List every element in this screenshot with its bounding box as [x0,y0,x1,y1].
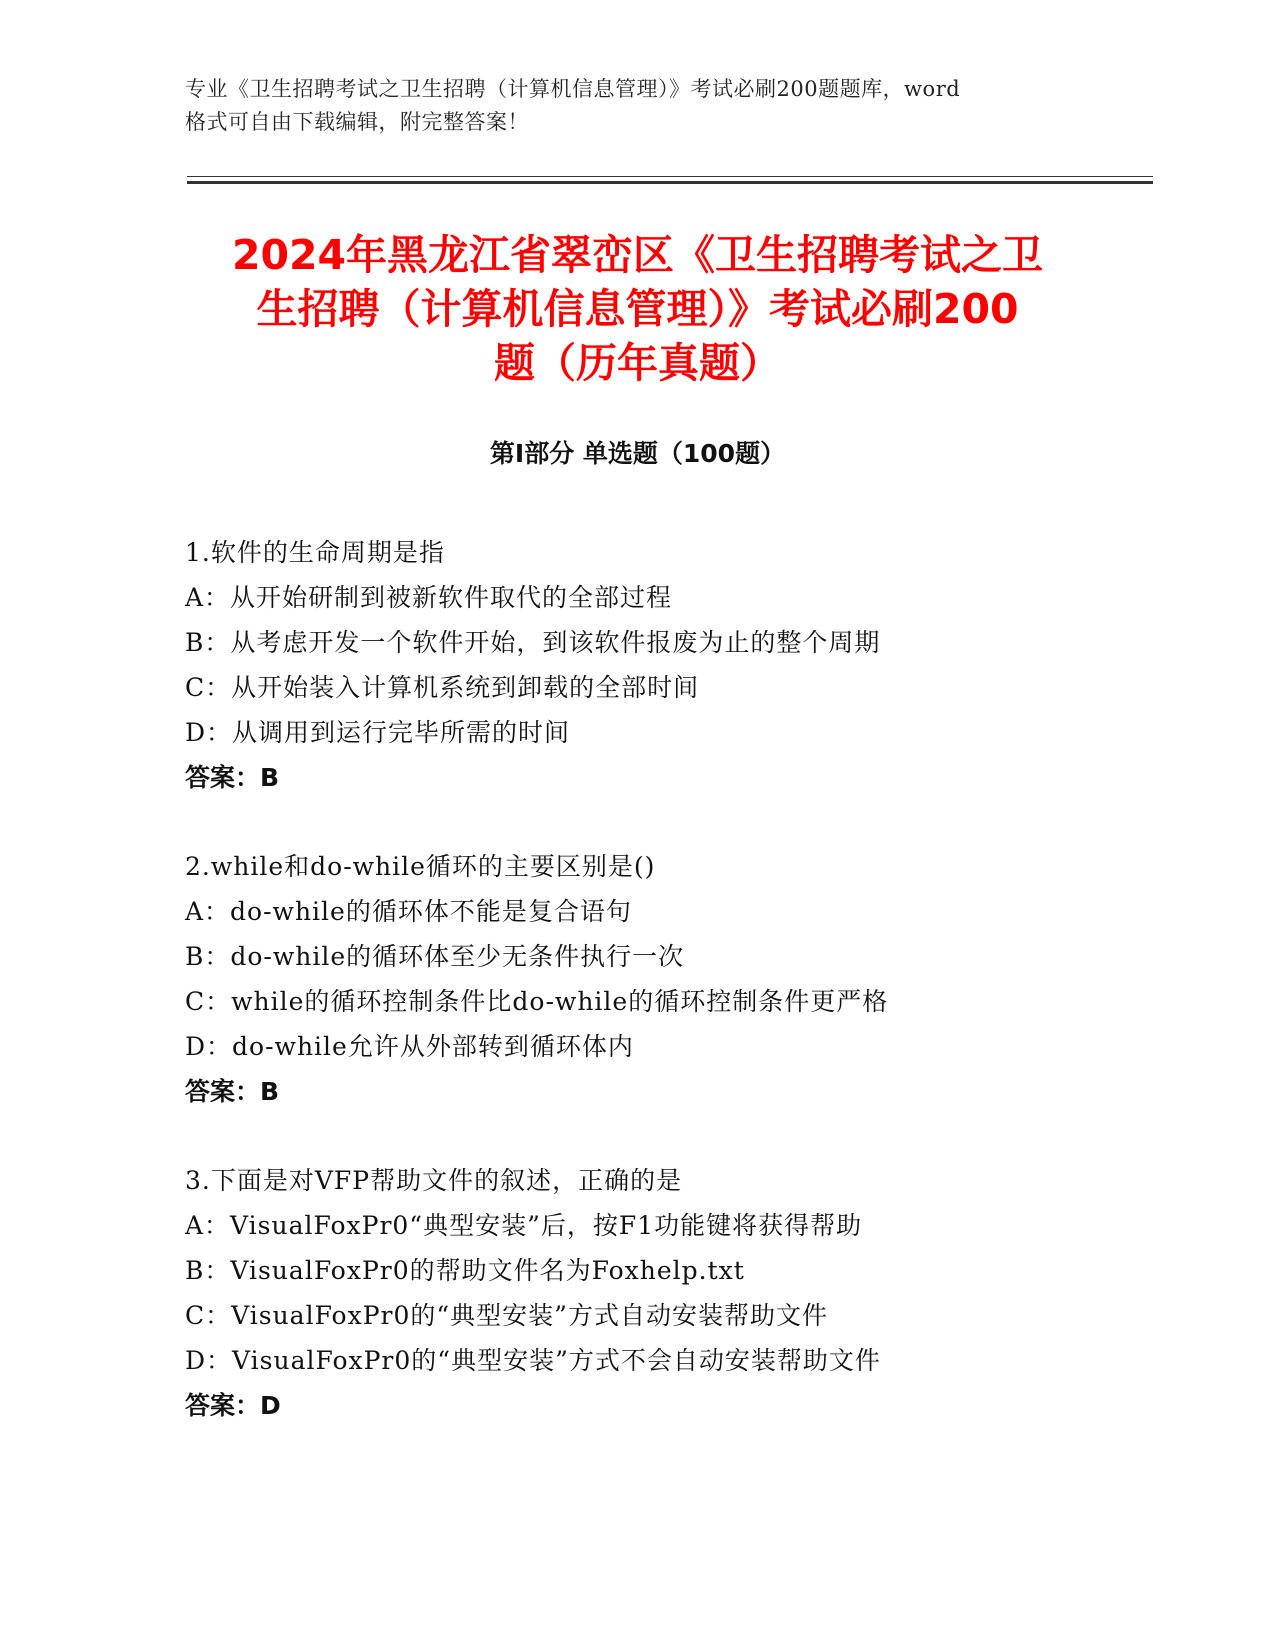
header-divider-thin [187,176,1153,177]
option-c: C：从开始装入计算机系统到卸载的全部时间 [185,673,700,702]
document-title-line-2: 生招聘（计算机信息管理）》考试必刷200 [256,285,1019,333]
option-d: D：do-while允许从外部转到循环体内 [185,1032,634,1061]
header-note-line-1: 专业《卫生招聘考试之卫生招聘（计算机信息管理）》考试必刷200题题库，word [185,77,961,101]
header-note [185,73,1085,139]
option-d: D：从调用到运行完毕所需的时间 [185,718,571,747]
option-a: A：VisualFoxPr0“典型安装”后，按F1功能键将获得帮助 [185,1211,863,1240]
option-b: B：do-while的循环体至少无条件执行一次 [185,942,685,971]
question-stem: 3.下面是对VFP帮助文件的叙述，正确的是 [185,1166,683,1195]
option-c: C：while的循环控制条件比do-while的循环控制条件更严格 [185,987,889,1016]
option-d: D：VisualFoxPr0的“典型安装”方式不会自动安装帮助文件 [185,1346,881,1375]
document-title-line-3: 题（历年真题） [494,339,781,387]
option-a: A：从开始研制到被新软件取代的全部过程 [185,583,673,612]
option-b: B：从考虑开发一个软件开始，到该软件报废为止的整个周期 [185,628,881,657]
answer: 答案：B [185,1077,280,1106]
option-b: B：VisualFoxPr0的帮助文件名为Foxhelp.txt [185,1256,745,1285]
section-title: 第Ⅰ部分 单选题（100题） [489,439,786,468]
answer: 答案：B [185,763,280,792]
option-c: C：VisualFoxPr0的“典型安装”方式自动安装帮助文件 [185,1301,828,1330]
answer: 答案：D [185,1391,281,1420]
document-title-line-1: 2024年黑龙江省翠峦区《卫生招聘考试之卫 [231,231,1044,279]
question-list [185,530,1145,1472]
question-3 [185,1158,1145,1428]
question-2 [185,844,1145,1114]
option-a: A：do-while的循环体不能是复合语句 [185,897,632,926]
document-title [185,228,1090,390]
question-stem: 2.while和do-while循环的主要区别是() [185,852,656,881]
header-note-line-2: 格式可自由下载编辑，附完整答案！ [185,110,529,134]
question-1 [185,530,1145,800]
question-stem: 1.软件的生命周期是指 [185,538,445,567]
header-divider-thick [187,181,1153,184]
